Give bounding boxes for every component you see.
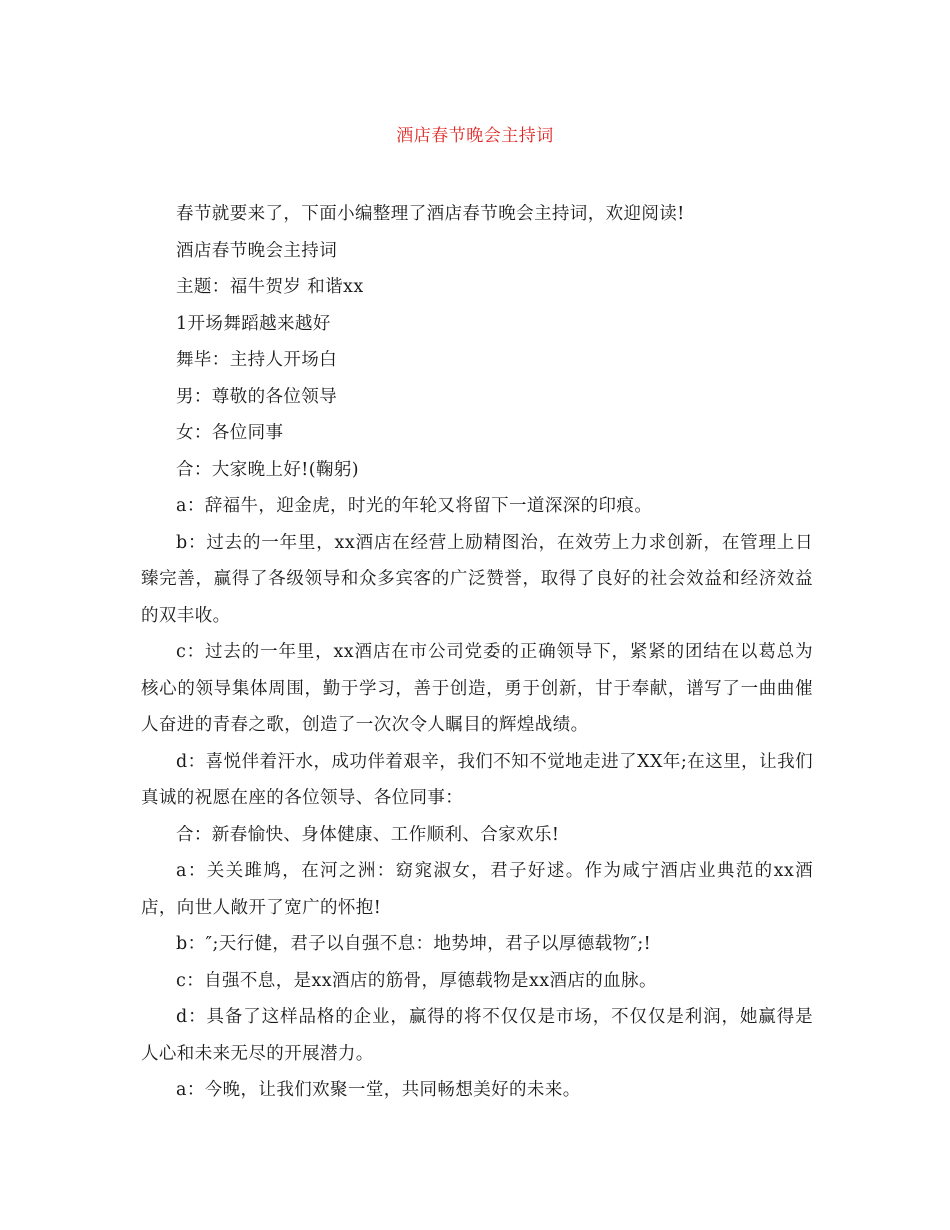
- paragraph-c-line-1: c：过去的一年里，xx酒店在市公司党委的正确领导下，紧紧的团结在以葛总为核心的领导集体周围，勤于学习，善于创造，勇于创新，甘于奉献，谱写了一曲曲催人奋进的青春之歌，创造了一次次令人瞩目的辉煌战绩。: [141, 642, 813, 735]
- paragraph-opening-dance: 1开场舞蹈越来越好: [176, 313, 331, 334]
- paragraph-d-line-2: d：具备了这样品格的企业，赢得的将不仅仅是市场，不仅仅是利润，她赢得是人心和未来无尽的开展潜力。: [141, 1007, 813, 1064]
- paragraph-b-line-2: b：″;天行健，君子以自强不息：地势坤，君子以厚德载物″;!: [176, 934, 652, 954]
- paragraph-a-line-3: a：今晚，让我们欢聚一堂，共同畅想美好的未来。: [176, 1080, 581, 1100]
- document-title: 酒店春节晚会主持词: [396, 126, 554, 146]
- paragraph-host-opening: 舞毕：主持人开场白: [176, 350, 338, 370]
- paragraph-subtitle: 酒店春节晚会主持词: [176, 240, 338, 261]
- paragraph-theme: 主题：福牛贺岁 和谐xx: [176, 277, 364, 297]
- paragraph-c-line-2: c：自强不息，是xx酒店的筋骨，厚德载物是xx酒店的血脉。: [176, 970, 657, 991]
- paragraph-a-line-1: a：辞福牛，迎金虎，时光的年轮又将留下一道深深的印痕。: [176, 496, 653, 516]
- paragraph-together-wishes: 合：新春愉快、身体健康、工作顺利、合家欢乐!: [176, 824, 560, 845]
- paragraph-together-line: 合：大家晚上好!(鞠躬): [176, 459, 359, 480]
- paragraph-female-line: 女：各位同事: [176, 423, 284, 443]
- document-body: [141, 196, 813, 1109]
- paragraph-b-line-1: b：过去的一年里，xx酒店在经营上励精图治，在效劳上力求创新，在管理上日臻完善，赢得了各级领导和众多宾客的广泛赞誉，取得了良好的社会效益和经济效益的双丰收。: [141, 532, 813, 626]
- paragraph-a-line-2: a：关关雎鸠，在河之洲：窈窕淑女，君子好逑。作为咸宁酒店业典范的xx酒店，向世人敞开了宽广的怀抱!: [141, 861, 813, 918]
- paragraph-male-line: 男：尊敬的各位领导: [176, 386, 338, 407]
- paragraph-intro: 春节就要来了，下面小编整理了酒店春节晚会主持词，欢迎阅读!: [176, 204, 685, 224]
- paragraph-d-line-1: d：喜悦伴着汗水，成功伴着艰辛，我们不知不觉地走进了XX年;在这里，让我们真诚的祝愿在座的各位领导、各位同事：: [141, 751, 813, 808]
